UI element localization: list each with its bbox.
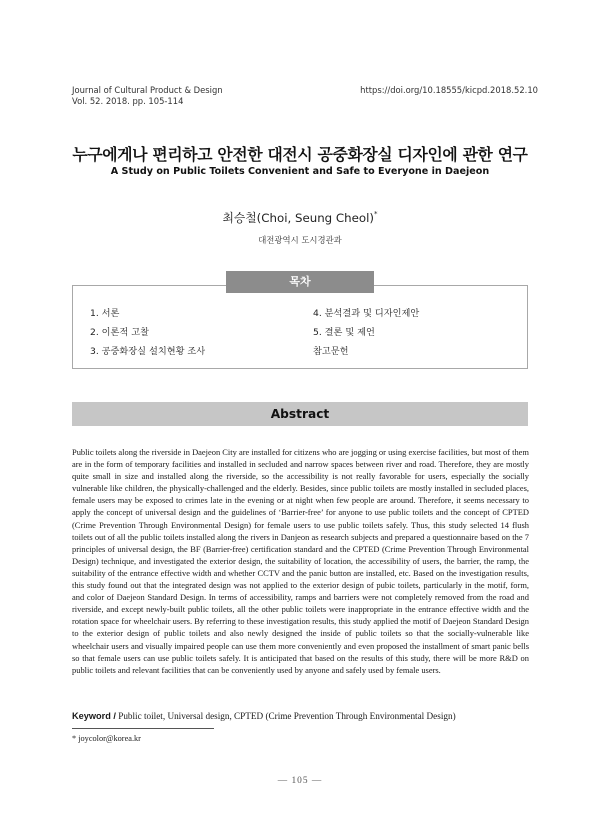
footnote-email: * joycolor@korea.kr xyxy=(72,734,141,743)
keyword-line xyxy=(72,711,532,721)
journal-header xyxy=(72,85,223,107)
doi-link[interactable]: https://doi.org/10.18555/kicpd.2018.52.10 xyxy=(360,85,538,95)
toc-item: 3. 공중화장실 설치현황 조사 xyxy=(90,346,206,357)
author-affiliation: 대전광역시 도시경관과 xyxy=(258,235,342,245)
keyword-label: Keyword / xyxy=(72,711,116,721)
abstract-heading: Abstract xyxy=(270,407,330,421)
toc-item: 4. 분석결과 및 디자인제안 xyxy=(313,308,420,319)
journal-name: Journal of Cultural Product & Design xyxy=(72,85,223,95)
keyword-text: Public toilet, Universal design, CPTED (Crime Prevention Through Environmental Design) xyxy=(115,711,456,721)
journal-volume: Vol. 52. 2018. pp. 105-114 xyxy=(72,96,184,106)
author-line xyxy=(0,209,600,226)
toc-column-right xyxy=(313,304,419,361)
page-number: — 105 — xyxy=(277,776,323,786)
author-footnote-mark: * xyxy=(374,210,378,219)
toc-item: 1. 서론 xyxy=(90,308,120,319)
toc-column-left xyxy=(90,304,205,361)
footnote-divider xyxy=(72,728,214,729)
toc-heading: 목차 xyxy=(226,271,374,293)
abstract-body: Public toilets along the riverside in Daejeon City are installed for citizens who are jogging or using exercise facilities, but most of them are in the form of temporary facilities and installed in secluded and narrow spaces between river and road. Therefore, they are mostly quite small in size and installed along the riverside, so the accessibility is not really favorable for users, especially the socially vulnerable like children, the physically-challenged and the elderly. Besides, since public toilets are mostly installed in secluded places, female users may be exposed to crimes late in the evening or at night when few people are around. Therefore, it seems necessary to apply the concept of universal design and the guidelines of ‘Barrier-free’ for anyone to use public toilets and the concept of CPTED (Crime Prevention Through Environmental Design) for female users to use public toilets safely. Thus, this study selected 14 flush toilets out of all the public toilets installed along the rivers in Danjeon as research subjects and prepared a questionnaire based on the 7 principles of universal design, the BF (Barrier-free) certification standard and the CPTED (Crime Prevention Through Environmental Design) technique, and investigated the exterior design, the suitability of location, the accessibility of users, the barrier, the ramp, the suitability of the entrance effective width and whether CCTV and the panic button are installed, etc. Based on the investigation results, this study found out that the integrated design was not applied to the exterior design of pubic toilets, particularly in the motif, form, and color of Daejeon Standard Design. In terms of accessibility, ramps and barriers were not completely removed from the road and riverside, and except newly-built public toilets, all the other public toilets were inappropriate in the entrance effective width and the rotation space for wheelchair users. By referring to these investigation results, this study applied the motif of Daejeon Standard Design to the exterior design of public toilets and also newly designed the inside of public toilets so that the socially-vulnerable like wheelchair users and visually impaired people can use them more conveniently and even proposed the installment of smart panic bells so that female users can use public toilets safely. It is anticipated that based on the results of this study, there will be more R&D on public toilets and relevant facilities that can be conveniently used by anyone and safely used by female users. xyxy=(72,447,529,675)
author-name: 최승철(Choi, Seung Cheol) xyxy=(222,211,374,225)
abstract-heading-band xyxy=(72,402,528,426)
toc-item: 참고문헌 xyxy=(313,346,349,357)
toc-item: 2. 이론적 고찰 xyxy=(90,327,149,338)
paper-title-english: A Study on Public Toilets Convenient and Safe to Everyone in Daejeon xyxy=(110,166,490,177)
paper-title-korean: 누구에게나 편리하고 안전한 대전시 공중화장실 디자인에 관한 연구 xyxy=(72,145,528,164)
toc-item: 5. 결론 및 제언 xyxy=(313,327,375,338)
